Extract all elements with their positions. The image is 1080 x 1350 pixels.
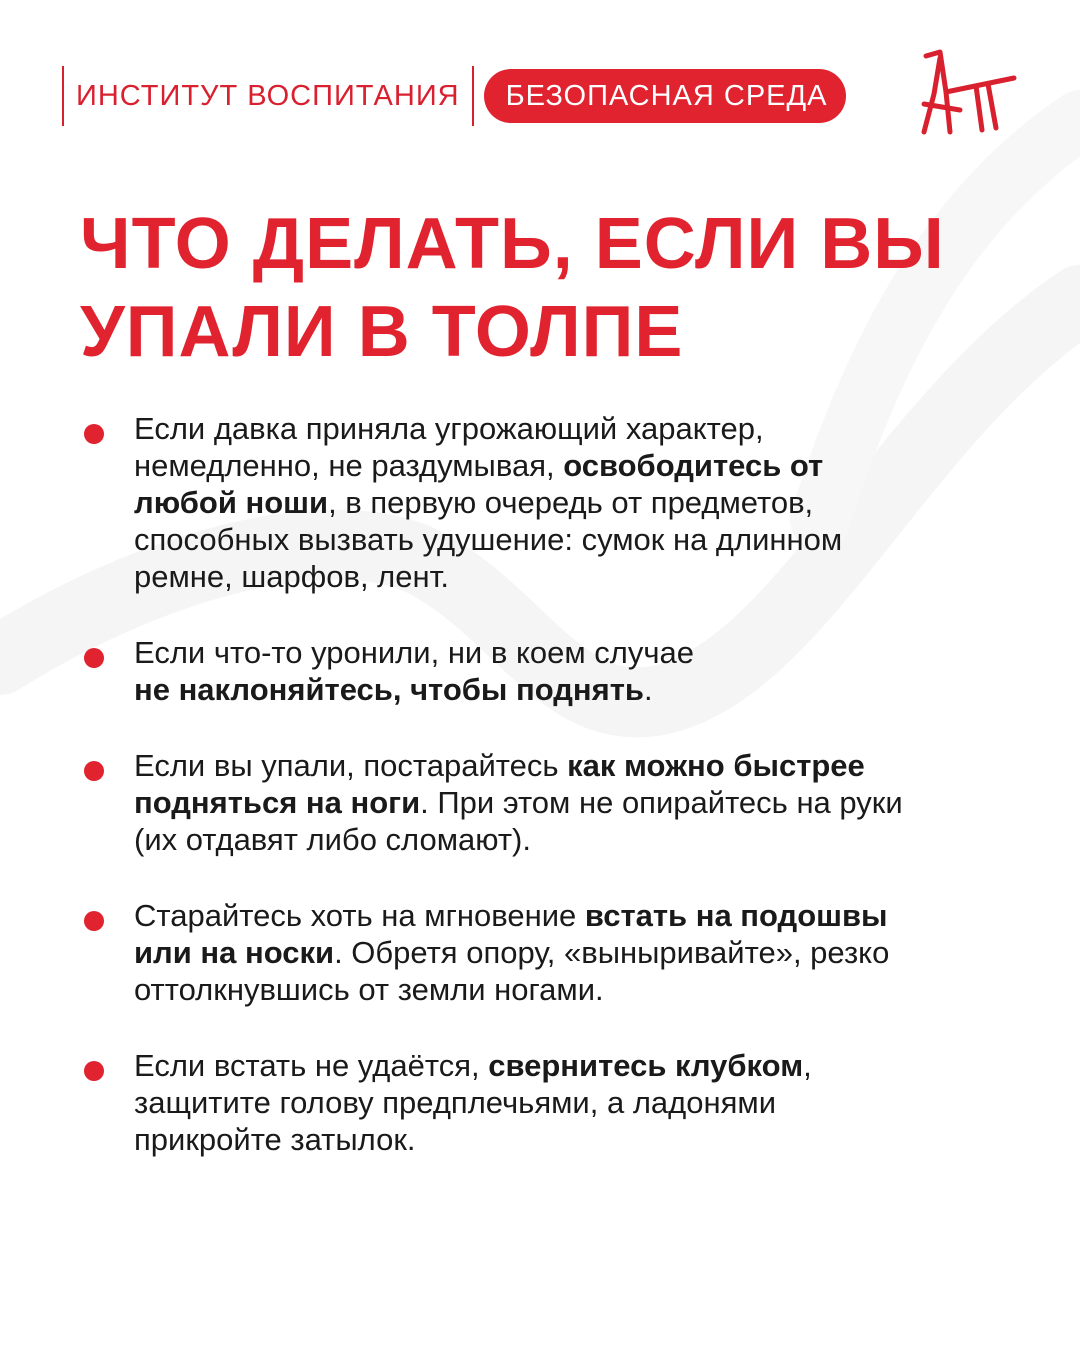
bullet-dot (84, 648, 104, 668)
item-line (134, 521, 1014, 558)
item-line (134, 634, 1014, 671)
org-name: ИНСТИТУТ ВОСПИТАНИЯ (76, 79, 460, 112)
item-text-bold: освободитесь от (563, 448, 824, 483)
list-item (84, 1047, 1014, 1158)
item-text-bold: свернитесь клубком (488, 1048, 804, 1083)
item-text: Если вы упали, постарайтесь (134, 748, 568, 783)
item-line (134, 784, 1014, 821)
item-text-bold: не наклоняйтесь, чтобы поднять (134, 672, 644, 707)
bullet-dot (84, 911, 104, 931)
page-title (80, 200, 945, 376)
bullet-dot (84, 424, 104, 444)
item-text: оттолкнувшись от земли ногами. (134, 972, 604, 1007)
item-text: Старайтесь хоть на мгновение (134, 898, 585, 933)
item-text: , в первую очередь от предметов, (328, 485, 814, 520)
item-line (134, 484, 1014, 521)
item-text: Если что-то уронили, ни в коем случае (134, 635, 694, 670)
item-text: немедленно, не раздумывая, (134, 448, 564, 483)
item-line (134, 447, 1014, 484)
tag-pill: БЕЗОПАСНАЯ СРЕДА (484, 69, 846, 123)
item-line (134, 1047, 1014, 1084)
advice-list (84, 410, 1014, 1197)
item-line (134, 410, 1014, 447)
item-line (134, 671, 1014, 708)
item-line (134, 821, 1014, 858)
item-text: (их отдавят либо сломают). (134, 822, 531, 857)
item-text: , (803, 1048, 812, 1083)
item-text: . (644, 672, 653, 707)
header-divider-right (472, 66, 474, 126)
bullet-dot (84, 1061, 104, 1081)
title-line-2: УПАЛИ В ТОЛПЕ (80, 292, 684, 372)
item-text-bold: или на носки (134, 935, 335, 970)
item-line (134, 934, 1014, 971)
item-text: защитите голову предплечьями, а ладонями (134, 1085, 777, 1120)
item-line (134, 1084, 1014, 1121)
header (62, 66, 846, 126)
item-line (134, 971, 1014, 1008)
item-text-bold: любой ноши (134, 485, 329, 520)
item-text: . При этом не опирайтесь на руки (420, 785, 903, 820)
item-text-bold: встать на подошвы (584, 898, 888, 933)
list-item (84, 747, 1014, 858)
item-line (134, 558, 1014, 595)
item-text-bold: подняться на ноги (134, 785, 421, 820)
chair-logo-icon (916, 48, 1020, 136)
item-text: . Обретя опору, «выныривайте», резко (334, 935, 890, 970)
item-text: Если встать не удаётся, (134, 1048, 489, 1083)
item-line (134, 747, 1014, 784)
bullet-dot (84, 761, 104, 781)
list-item (84, 897, 1014, 1008)
item-text: ремне, шарфов, лент. (134, 559, 449, 594)
item-line (134, 897, 1014, 934)
item-line (134, 1121, 1014, 1158)
item-text: Если давка приняла угрожающий характер, (134, 411, 764, 446)
item-text: прикройте затылок. (134, 1122, 416, 1157)
item-text: способных вызвать удушение: сумок на длинном (134, 522, 843, 557)
item-text-bold: как можно быстрее (567, 748, 865, 783)
list-item (84, 634, 1014, 708)
list-item (84, 410, 1014, 595)
title-line-1: ЧТО ДЕЛАТЬ, ЕСЛИ ВЫ (80, 204, 945, 284)
